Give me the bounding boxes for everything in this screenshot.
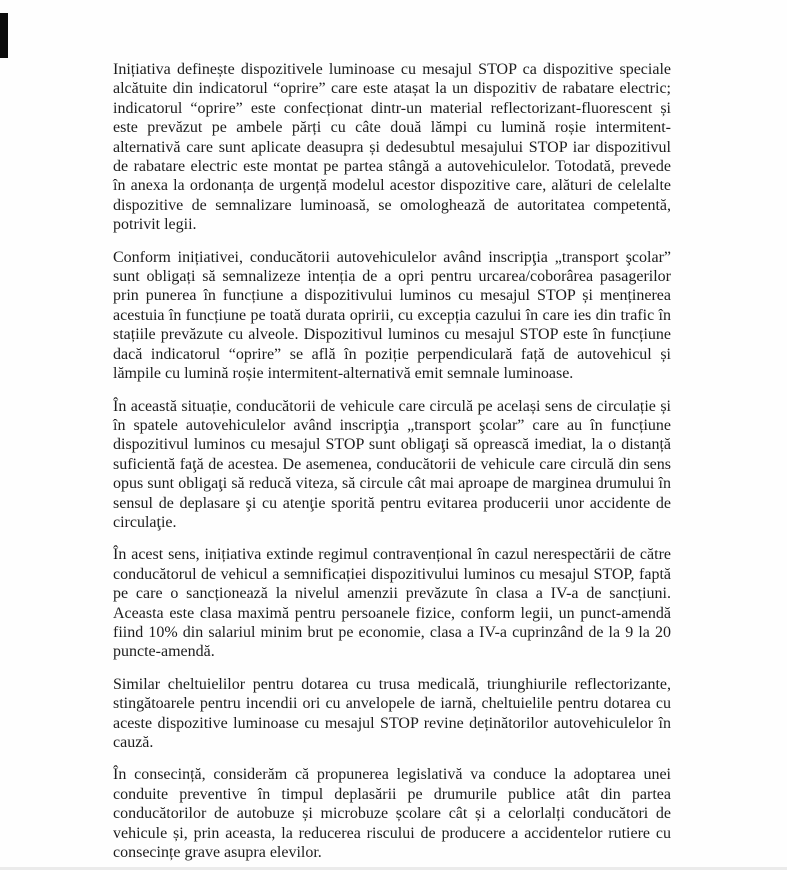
paragraph-1: Inițiativa definește dispozitivele luminoase cu mesajul STOP ca dispozitive speciale alcătuite din indicatorul “oprire” care este atașat la un dispozitiv de rabatare electric; indicatorul “oprire” este confecționat dintr-un material reflectorizant-fluorescent și este prevăzut pe ambele părți cu câte două lămpi cu lumină roșie intermitent-alternativă care sunt aplicate deasupra și dedesubtul mesajului STOP iar dispozitivul de rabatare electric este montat pe partea stângă a autovehiculelor. Totodată, prevede în anexa la ordonanța de urgență modelul acestor dispozitive care, alături de celelalte dispozitive de semnalizare luminoasă, se omologhează de autoritatea competentă, potrivit legii. (113, 61, 671, 234)
document-body (113, 60, 671, 862)
scan-artifact-mark (0, 13, 8, 58)
paragraph-2: Conform inițiativei, conducătorii autovehiculelor având inscripţia „transport şcolar” sunt obligați să semnalizeze intenția de a opri pentru urcarea/coborârea pasagerilor prin punerea în funcțiune a dispozitivului luminos cu mesajul STOP și menținerea acestuia în funcțiune pe toată durata opririi, cu excepția cazului în care ies din trafic în stațiile prevăzute cu alveole. Dispozitivul luminos cu mesajul STOP este în funcțiune dacă indicatorul “oprire” se află în poziție perpendiculară față de autovehicul și lămpile cu lumină roșie intermitent-alternativă emit semnale luminoase. (113, 248, 671, 383)
paragraph-3: În această situație, conducătorii de vehicule care circulă pe același sens de circulație și în spatele autovehiculelor având inscripţia „transport şcolar” care au în funcțiune dispozitivul luminos cu mesajul STOP sunt obligaţi să oprească imediat, la o distanță suficientă faţă de acestea. De asemenea, conducătorii de vehicule care circulă din sens opus sunt obligaţi să reducă viteza, să circule cât mai aproape de marginea drumului în sensul de deplasare şi cu atenţie sporită pentru evitarea producerii unor accidente de circulaţie. (113, 397, 671, 531)
paragraph-5: Similar cheltuielilor pentru dotarea cu trusa medicală, triunghiurile reflectorizante, stingătoarele pentru incendii ori cu anvelopele de iarnă, cheltuielile pentru dotarea cu aceste dispozitive luminoase cu mesajul STOP revine deținătorilor autovehiculelor în cauză. (113, 675, 671, 751)
paragraph-4: În acest sens, inițiativa extinde regimul contravențional în cazul nerespectării de către conducătorul de vehicul a semnificației dispozitivului luminos cu mesajul STOP, faptă pe care o sancționează la nivelul amenzii prevăzute în clasa a IV-a de sancțiuni. Aceasta este clasa maximă pentru persoanele fizice, conform legii, un punct-amendă fiind 10% din salariul minim brut pe economie, clasa a IV-a cuprinzând de la 9 la 20 puncte-amendă. (113, 546, 671, 661)
paragraph-6: În consecință, considerăm că propunerea legislativă va conduce la adoptarea unei conduite preventive în timpul deplasării pe drumurile publice atât din partea conducătorilor de autobuze și microbuze școlare cât și a celorlalți conducători de vehicule și, prin aceasta, la reducerea riscului de producere a accidentelor rutiere cu consecințe grave asupra elevilor. (113, 766, 671, 862)
